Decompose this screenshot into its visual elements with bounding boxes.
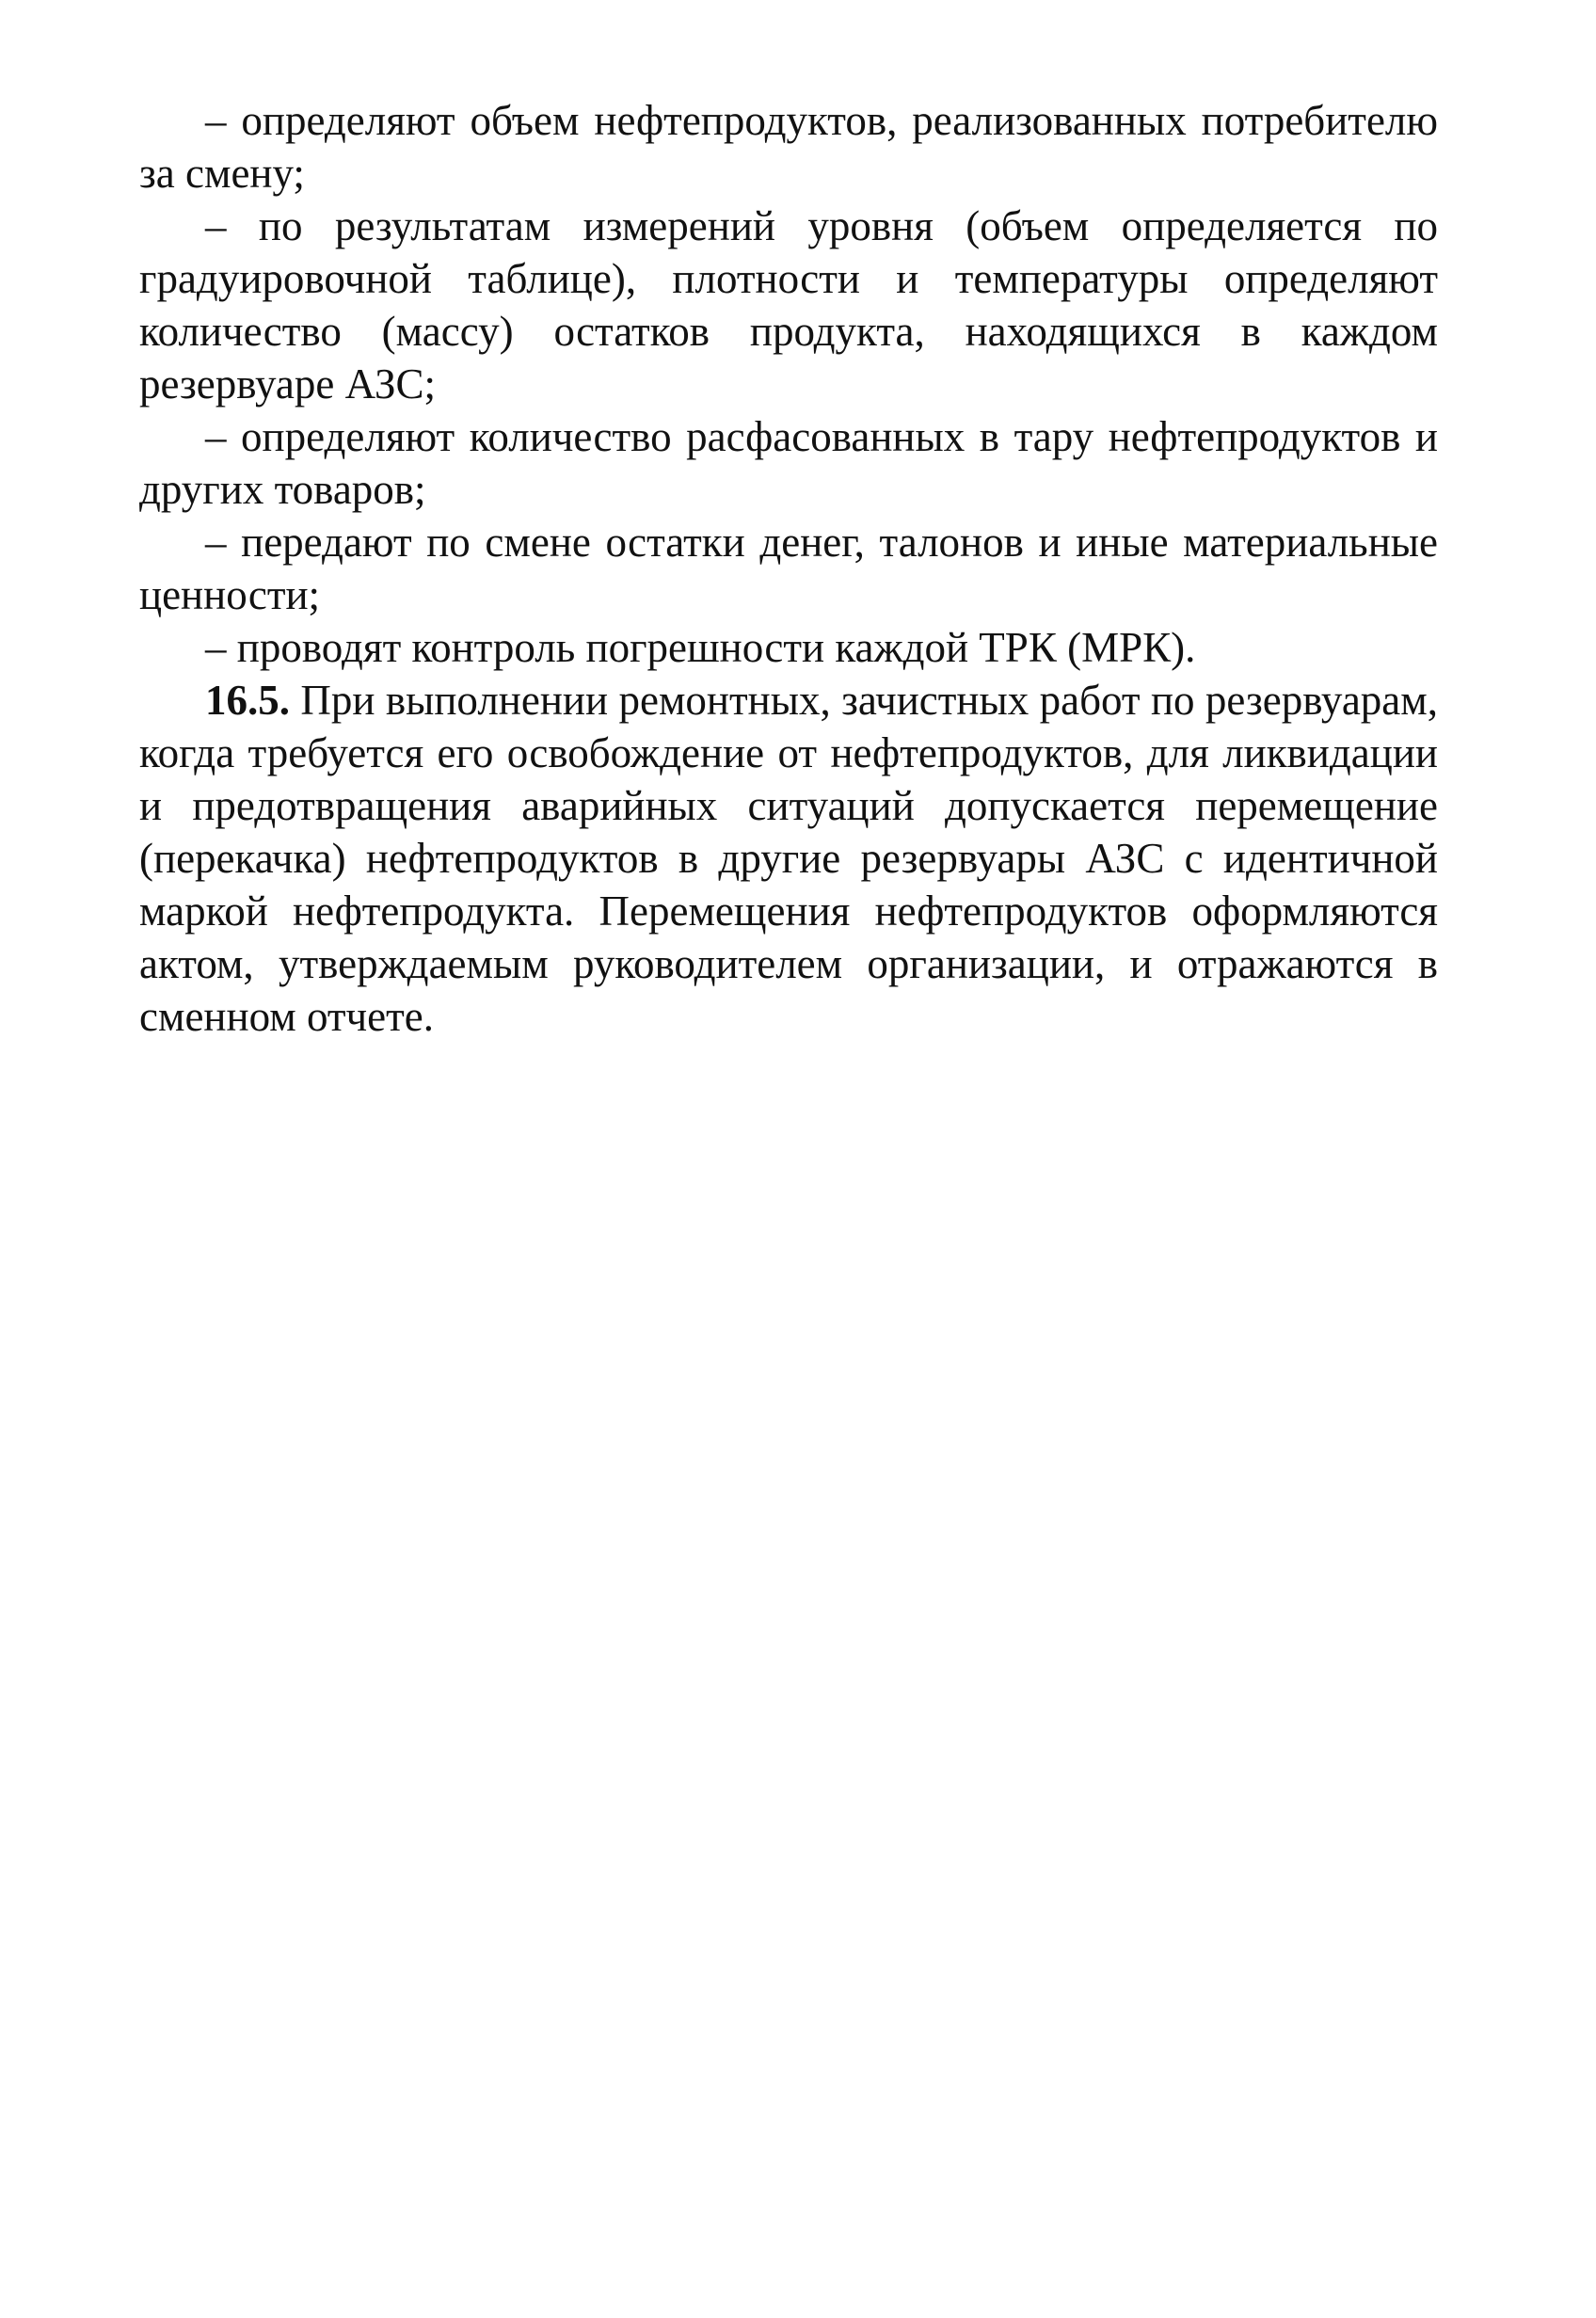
- list-item-tank-residue: – по результатам измерений уровня (объем определяется по градуировочной таблице), плотности и температуры определяют количество (массу) остатков продукта, находящихся в каждом резервуаре АЗС;: [139, 202, 1438, 408]
- list-item-shift-handover: – передают по смене остатки денег, талонов и иные материальные ценности;: [139, 519, 1438, 618]
- section-paragraph-16-5: [139, 674, 1438, 1043]
- document-page: [139, 94, 1438, 1043]
- section-text: При выполнении ремонтных, зачистных работ по резервуарам, когда требуется его освобождение от нефтепродуктов, для ликвидации и предотвращения аварийных ситуаций допускается перемещение (перекачка) нефтепродуктов в другие резервуары АЗС с идентичной маркой нефтепродукта. Перемещения нефтепродуктов оформляются актом, утверждаемым руководителем организации, и отражаются в сменном отчете.: [139, 677, 1438, 1040]
- list-item-packaged-goods: – определяют количество расфасованных в тару нефтепродуктов и других товаров;: [139, 413, 1438, 513]
- list-item-consumer-volume: – определяют объем нефтепродуктов, реализованных потребителю за смену;: [139, 97, 1438, 197]
- list-item-dispenser-check: – проводят контроль погрешности каждой ТРК (МРК).: [205, 624, 1196, 671]
- section-number: 16.5.: [205, 677, 290, 724]
